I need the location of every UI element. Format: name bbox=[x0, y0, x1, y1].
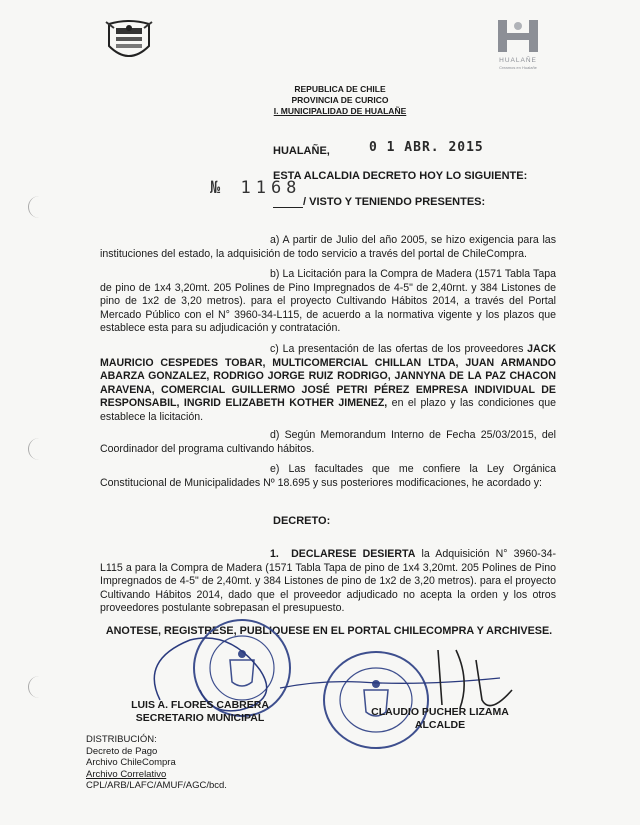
decision-paragraph bbox=[100, 548, 556, 616]
place-text: HUALAÑE, bbox=[273, 145, 330, 157]
mayor-name: CLAUDIO PUCHER LIZAMA bbox=[371, 706, 509, 718]
secretary-name: LUIS A. FLORES CABRERA bbox=[131, 699, 269, 711]
intro-text: ESTA ALCALDIA DECRETO HOY LO SIGUIENTE: bbox=[273, 170, 528, 182]
header-republic: REPUBLICA DE CHILE bbox=[294, 84, 386, 94]
decision-bold: DECLARESE DESIERTA bbox=[291, 548, 416, 560]
mayor-signature-block bbox=[350, 706, 530, 732]
paragraph-c-providers: JACK MAURICIO CESPEDES TOBAR, MULTICOMERCIAL CHILLAN LTDA, JUAN ARMANDO ABARZA GONZALEZ, RODRIGO JORGE RUIZ RODRIGO, JANNYNA DE LA PAZ CHACON ARAVENA, COMERCIAL GUILLERMO JOSÉ PETRI PÉREZ EMPRESA INDIVIDUAL DE RESPONSABIL, INGRID ELIZABETH KOTHER JIMENEZ, bbox=[100, 343, 556, 410]
decision-number: 1. bbox=[270, 548, 279, 560]
closing-line: ANOTESE, REGISTRESE, PUBLIQUESE EN EL PORTAL CHILECOMPRA Y ARCHIVESE. bbox=[105, 625, 553, 637]
paragraph-a-text: a) A partir de Julio del año 2005, se hizo exigencia para las instituciones del estado, la adquisición de todo servicio a través del portal de ChileCompra. bbox=[100, 234, 556, 260]
header-province: PROVINCIA DE CURICO bbox=[291, 95, 389, 105]
municipality-logo-icon bbox=[496, 18, 540, 54]
paragraph-c-intro: c) La presentación de las ofertas de los proveedores bbox=[270, 343, 524, 355]
paragraph-d-text: d) Según Memorandum Interno de Fecha 25/03/2015, del Coordinador del programa cultivando hábitos. bbox=[100, 429, 556, 455]
paragraph-b bbox=[100, 268, 556, 336]
paragraph-e-text: e) Las facultades que me confiere la Ley Orgánica Constitucional de Municipalidades Nº 18.695 y sus posteriores modificaciones, he acordado y: bbox=[100, 463, 556, 489]
paragraph-b-text: b) La Licitación para la Compra de Madera (1571 Tabla Tapa de pino de 1x4 3,20mt. 205 Polines de Pino Impregnados de 4-5" de 2,40rnt. y 384 Listones de pino de 1x2 de 3,20 metros). para el proyecto Cultivando Hábitos 2014, a través del Portal Mercado Público con el N° 3960-34-L115, de acuerdo a la normativa vigente y los plazos que establece esta para su adjudicación y contratación. bbox=[100, 268, 556, 335]
coat-of-arms-icon bbox=[104, 18, 154, 64]
punch-hole bbox=[28, 676, 41, 698]
secretary-title: SECRETARIO MUNICIPAL bbox=[135, 712, 265, 724]
visto-line bbox=[273, 196, 485, 208]
paragraph-d bbox=[100, 429, 556, 456]
paragraph-a bbox=[100, 234, 556, 261]
logo-tagline: Creamos en Hualañe bbox=[499, 65, 537, 70]
distribution-item: Decreto de Pago bbox=[86, 745, 158, 757]
decreto-label: DECRETO: bbox=[273, 515, 331, 527]
date-stamp: 0 1 ABR. 2015 bbox=[369, 140, 484, 155]
punch-hole bbox=[28, 438, 41, 460]
paragraph-c-end: en el plazo y las condiciones que establece la licitación. bbox=[100, 397, 556, 423]
logo-brand-text: HUALAÑE bbox=[499, 57, 537, 64]
distribution-item: Archivo Correlativo bbox=[86, 768, 167, 780]
decree-number: № 1168 bbox=[210, 178, 302, 198]
paragraph-c bbox=[100, 343, 556, 425]
number-blank bbox=[273, 207, 303, 208]
decision-text: la Adquisición N° 3960-34-L115 a para la Compra de Madera (1571 Tabla Tapa de pino de 1x4 3,20mt. 205 Polines de Pino Impregnados de 4-5" de 2,40mt. y 384 Listones de pino de 1x2 de 3,20 metros). para el proyecto Cultivando Hábitos 2014, dado que el proveedor adjudicado no acepta la orden y los otros proveedores postulante sobrepasan el presupuesto. bbox=[100, 548, 557, 615]
distribution-block bbox=[86, 734, 227, 792]
distribution-item: Archivo ChileCompra bbox=[86, 757, 176, 768]
header-municipality: I. MUNICIPALIDAD DE HUALAÑE bbox=[273, 106, 407, 116]
header-block bbox=[240, 84, 440, 117]
punch-hole bbox=[28, 196, 41, 218]
distribution-title: DISTRIBUCIÓN: bbox=[86, 734, 157, 745]
secretary-signature-block bbox=[110, 699, 290, 725]
mayor-title: ALCALDE bbox=[414, 719, 466, 731]
paragraph-e bbox=[100, 463, 556, 490]
visto-text: / VISTO Y TENIENDO PRESENTES: bbox=[303, 196, 486, 208]
distribution-item: CPL/ARB/LAFC/AMUF/AGC/bcd. bbox=[86, 780, 227, 791]
